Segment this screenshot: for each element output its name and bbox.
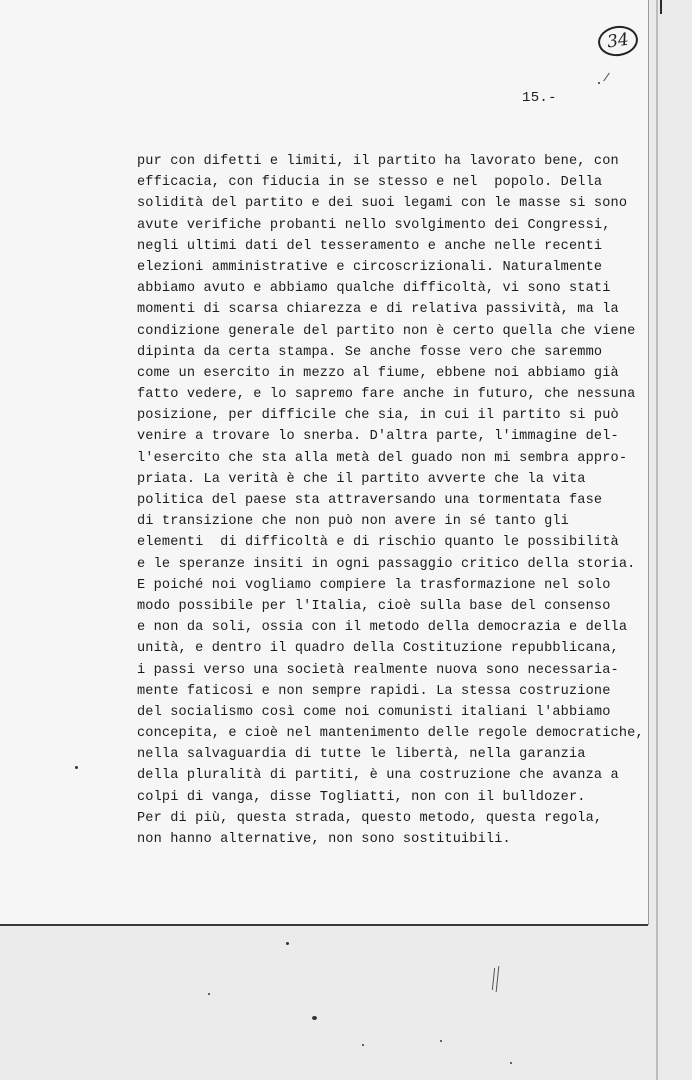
text-line: negli ultimi dati del tesseramento e anche nelle recenti — [137, 238, 603, 254]
text-line: efficacia, con fiducia in se stesso e nel popolo. Della — [137, 175, 603, 191]
text-line: Per di più, questa strada, questo metodo, questa regola, — [137, 810, 603, 826]
scan-speck — [440, 1040, 442, 1042]
text-line: modo possibile per l'Italia, cioè sulla base del consenso — [137, 598, 611, 614]
text-line: avute verifiche probanti nello svolgimento dei Congressi, — [137, 217, 611, 233]
text-line: venire a trovare lo snerba. D'altra parte, l'immagine del- — [137, 429, 619, 445]
scan-speck — [75, 766, 78, 769]
text-line: dipinta da certa stampa. Se anche fosse vero che saremmo — [137, 344, 603, 360]
text-line: condizione generale del partito non è certo quella che viene — [137, 323, 636, 339]
text-line: momenti di scarsa chiarezza e di relativa passività, ma la — [137, 302, 619, 318]
body-text — [137, 151, 647, 850]
corner-fold-mark — [654, 0, 662, 14]
scan-speck — [312, 1016, 317, 1020]
text-line: priata. La verità è che il partito avverte che la vita — [137, 471, 586, 487]
scan-speck — [362, 1044, 364, 1046]
text-line: elezioni amministrative e circoscrizionali. Naturalmente — [137, 259, 603, 275]
page-number: 15.- — [522, 90, 557, 106]
scan-speck — [598, 82, 600, 84]
scan-speck — [510, 1062, 512, 1064]
text-line: elementi di difficoltà e di rischio quanto le possibilità — [137, 535, 619, 551]
text-line: fatto vedere, e lo sapremo fare anche in futuro, che nessuna — [137, 387, 636, 403]
text-line: e le speranze insiti in ogni passaggio critico della storia. — [137, 556, 636, 572]
text-line: non hanno alternative, non sono sostituibili. — [137, 832, 511, 847]
text-line: i passi verso una società realmente nuova sono necessaria- — [137, 662, 619, 678]
text-line: della pluralità di partiti, è una costruzione che avanza a — [137, 768, 619, 784]
text-line: concepita, e cioè nel mantenimento delle regole democratiche, — [137, 726, 644, 742]
text-line: politica del paese sta attraversando una tormentata fase — [137, 493, 603, 508]
text-line: pur con difetti e limiti, il partito ha lavorato bene, con — [137, 154, 619, 169]
text-line: posizione, per difficile che sia, in cui il partito si può — [137, 408, 619, 424]
sheet-bottom-edge — [0, 924, 648, 926]
text-line: unità, e dentro il quadro della Costituzione repubblicana, — [137, 641, 619, 657]
scan-scratch — [496, 966, 500, 992]
text-line: nella salvaguardia di tutte le libertà, nella garanzia — [137, 747, 586, 763]
text-line: solidità del partito e dei suoi legami con le masse si sono — [137, 196, 628, 212]
text-line: E poiché noi vogliamo compiere la trasformazione nel solo — [137, 577, 611, 593]
text-line: del socialismo così come noi comunisti italiani l'abbiamo — [137, 704, 611, 720]
stamp-number: 34 — [605, 29, 631, 53]
text-line: di transizione che non può non avere in sé tanto gli — [137, 514, 569, 530]
scan-speck — [286, 942, 289, 945]
text-line: come un esercito in mezzo al fiume, ebbene noi abbiamo già — [137, 365, 619, 381]
text-line: colpi di vanga, disse Togliatti, non con il bulldozer. — [137, 789, 586, 805]
scan-speck — [208, 993, 210, 995]
text-line: mente faticosi e non sempre rapidi. La stessa costruzione — [137, 683, 611, 699]
text-line: e non da soli, ossia con il metodo della democrazia e della — [137, 620, 628, 636]
adjacent-sheet-edge — [656, 0, 658, 1080]
text-line: l'esercito che sta alla metà del guado non mi sembra appro- — [137, 450, 628, 466]
text-line: abbiamo avuto e abbiamo qualche difficoltà, vi sono stati — [137, 281, 611, 297]
scan-scratch — [492, 968, 495, 990]
